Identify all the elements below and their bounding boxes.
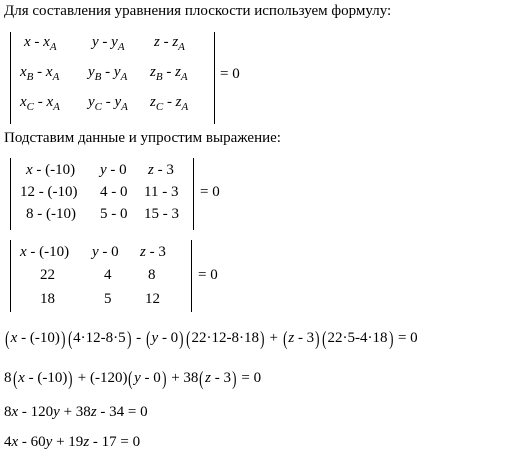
det3-cell: x - (-10) [20, 244, 70, 260]
det2-cell: 15 - 3 [144, 206, 179, 222]
det1-cell: $y_C - y_A$ [88, 94, 128, 113]
det1-cell: x - $x_A$ [24, 34, 57, 53]
det2-cell: 5 - 0 [100, 206, 128, 222]
det1-rhs: = 0 [220, 66, 240, 82]
op-plus: + [269, 330, 278, 346]
det2-cell: 8 - (-10) [26, 206, 76, 222]
determinant-simplified [10, 240, 270, 312]
minor-1: 4·12-8·5 [73, 330, 126, 346]
minor-3: 22·5-4·18 [327, 330, 388, 346]
det-right-bar [191, 240, 192, 312]
det3-cell: 18 [40, 291, 55, 307]
intro-text: Для составления уравнения плоскости используем формулу: [4, 3, 392, 19]
det1-cell: $x_B - x_A$ [20, 64, 60, 83]
det-right-bar [193, 158, 194, 230]
det2-cell: y - 0 [100, 162, 127, 178]
det3-cell: 22 [40, 267, 55, 283]
det2-cell: 12 - (-10) [20, 184, 78, 200]
det3-cell: 4 [104, 267, 112, 283]
minor-2: 22·12-8·18 [191, 330, 260, 346]
determinant-substituted [10, 158, 270, 230]
det1-cell: z - $z_A$ [154, 34, 185, 53]
det3-cell: 12 [145, 291, 160, 307]
det3-cell: y - 0 [92, 244, 119, 260]
coef-1: 8 [4, 370, 12, 386]
substitution-text: Подставим данные и упростим выражение: [4, 130, 281, 146]
det2-cell: z - 3 [148, 162, 174, 178]
det3-rhs: = 0 [198, 267, 218, 283]
det1-cell: $z_C - z_A$ [150, 94, 189, 113]
det3-cell: 5 [104, 291, 112, 307]
factored-equation: 8(x - (-10)) + (-120)(y - 0) + 38(z - 3) = 0 [4, 368, 262, 390]
coef-2: + (-120) [77, 370, 128, 386]
det1-cell: $x_C - x_A$ [20, 94, 60, 113]
cofactor-expansion: (x - (-10)) (4·12-8·5) - (y - 0) (22·12-8·18) + (z - 3) (22·5-4·18) = 0 [5, 328, 418, 350]
det2-cell: 4 - 0 [100, 184, 128, 200]
det-right-bar [214, 32, 215, 124]
det1-cell: $y_B - y_A$ [88, 64, 128, 83]
det1-cell: y - $y_A$ [92, 34, 125, 53]
det2-cell: 11 - 3 [144, 184, 179, 200]
det1-cell: $z_B - z_A$ [150, 64, 188, 83]
expansion-rhs: = 0 [397, 330, 418, 346]
op-minus: - [136, 330, 142, 346]
determinant-formula [10, 32, 270, 124]
final-equation: 4x - 60y + 19z - 17 = 0 [4, 434, 141, 450]
det-left-bar [10, 158, 11, 230]
det-left-bar [10, 32, 11, 124]
det3-cell: 8 [148, 267, 156, 283]
expanded-equation: 8x - 120y + 38z - 34 = 0 [4, 404, 148, 420]
factored-rhs: = 0 [241, 370, 262, 386]
det-left-bar [10, 240, 11, 312]
det3-cell: z - 3 [140, 244, 166, 260]
det2-rhs: = 0 [200, 184, 220, 200]
det2-cell: x - (-10) [26, 162, 76, 178]
coef-3: + 38 [171, 370, 199, 386]
